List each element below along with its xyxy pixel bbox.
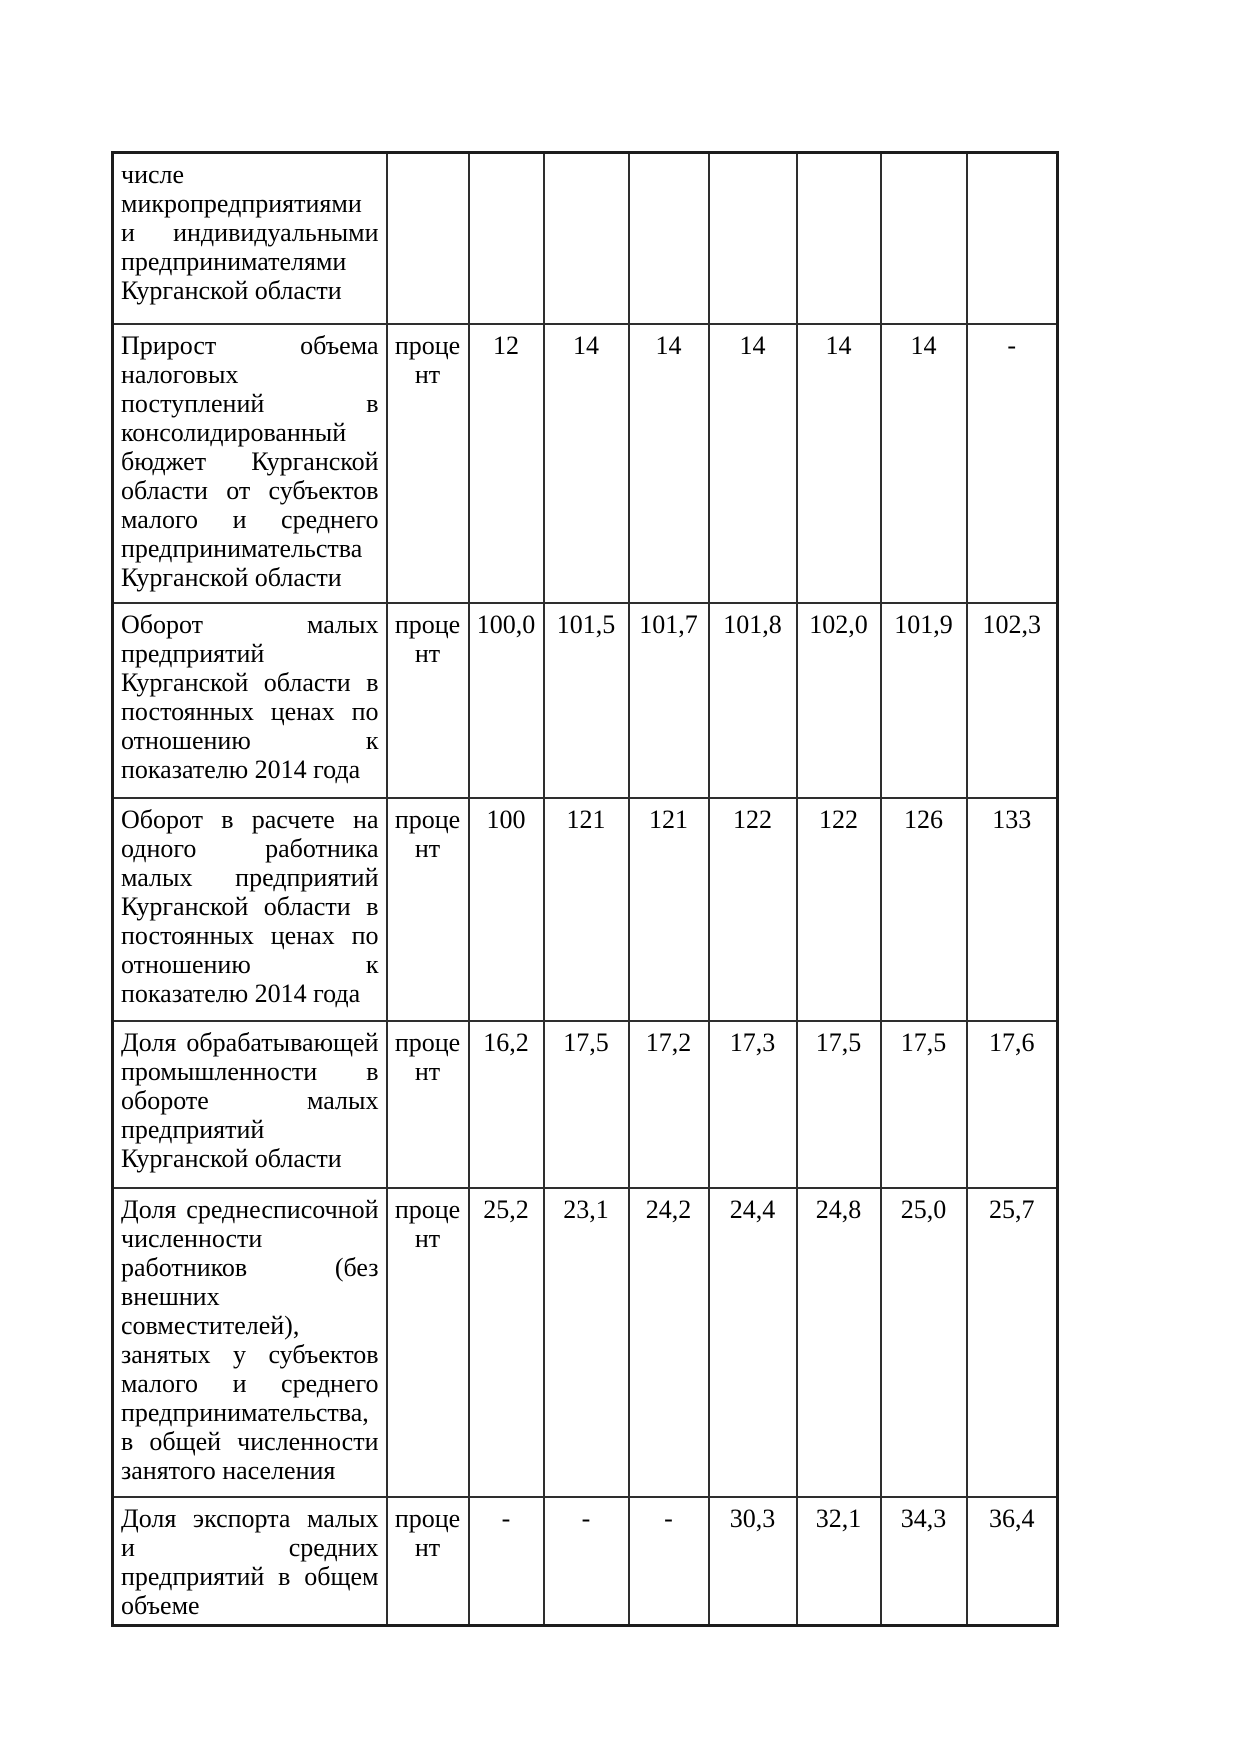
indicator-cell: Оборот в расчете на одного работника малых предприятий Курганской области в постоянных ценах по отношению к показателю 2014 года — [113, 798, 387, 1021]
table-row — [113, 603, 1058, 798]
value-cell: 121 — [544, 798, 629, 1021]
value-cell: 17,5 — [881, 1021, 967, 1188]
value-cell: - — [967, 324, 1058, 603]
value-cell: 101,8 — [709, 603, 797, 798]
indicator-cell: Доля экспорта малых и средних предприятий в общем объеме — [113, 1497, 387, 1626]
value-cell: 126 — [881, 798, 967, 1021]
value-cell: 32,1 — [797, 1497, 881, 1626]
value-cell: 12 — [469, 324, 544, 603]
value-cell: 14 — [629, 324, 709, 603]
value-cell: 24,8 — [797, 1188, 881, 1497]
value-cell: - — [629, 1497, 709, 1626]
unit-cell: проце нт — [387, 798, 469, 1021]
value-cell: 17,5 — [544, 1021, 629, 1188]
value-cell: 17,3 — [709, 1021, 797, 1188]
value-cell: 24,2 — [629, 1188, 709, 1497]
value-cell: 101,9 — [881, 603, 967, 798]
value-cell — [629, 153, 709, 324]
indicator-cell: числе микропредприятиями и индивидуальными предпринимателями Курганской области — [113, 153, 387, 324]
value-cell: 102,3 — [967, 603, 1058, 798]
value-cell: 34,3 — [881, 1497, 967, 1626]
table-row — [113, 1021, 1058, 1188]
value-cell: 30,3 — [709, 1497, 797, 1626]
value-cell: 24,4 — [709, 1188, 797, 1497]
value-cell: 14 — [797, 324, 881, 603]
indicator-cell: Прирост объема налоговых поступлений в консолидированный бюджет Курганской области от субъектов малого и среднего предпринимательства Курганской области — [113, 324, 387, 603]
value-cell: 101,7 — [629, 603, 709, 798]
table-row — [113, 1497, 1058, 1626]
value-cell: 101,5 — [544, 603, 629, 798]
value-cell — [967, 153, 1058, 324]
table-row — [113, 153, 1058, 324]
value-cell — [709, 153, 797, 324]
value-cell: - — [469, 1497, 544, 1626]
unit-cell — [387, 153, 469, 324]
unit-cell: проце нт — [387, 1188, 469, 1497]
indicators-table — [111, 151, 1059, 1627]
value-cell: 23,1 — [544, 1188, 629, 1497]
value-cell: 14 — [709, 324, 797, 603]
value-cell: 121 — [629, 798, 709, 1021]
unit-cell: проце нт — [387, 1497, 469, 1626]
indicator-cell: Оборот малых предприятий Курганской области в постоянных ценах по отношению к показателю 2014 года — [113, 603, 387, 798]
value-cell: 122 — [709, 798, 797, 1021]
indicator-cell: Доля обрабатывающей промышленности в обороте малых предприятий Курганской области — [113, 1021, 387, 1188]
unit-cell: проце нт — [387, 1021, 469, 1188]
value-cell: - — [544, 1497, 629, 1626]
value-cell: 122 — [797, 798, 881, 1021]
value-cell — [797, 153, 881, 324]
indicator-cell: Доля среднесписочной численности работников (без внешних совместителей), занятых у субъектов малого и среднего предпринимательства, в общей численности занятого населения — [113, 1188, 387, 1497]
value-cell: 25,2 — [469, 1188, 544, 1497]
value-cell: 14 — [544, 324, 629, 603]
value-cell — [469, 153, 544, 324]
value-cell: 14 — [881, 324, 967, 603]
value-cell: 16,2 — [469, 1021, 544, 1188]
value-cell: 25,7 — [967, 1188, 1058, 1497]
value-cell: 100,0 — [469, 603, 544, 798]
value-cell — [544, 153, 629, 324]
value-cell: 25,0 — [881, 1188, 967, 1497]
value-cell: 17,6 — [967, 1021, 1058, 1188]
table-row — [113, 798, 1058, 1021]
value-cell: 17,5 — [797, 1021, 881, 1188]
value-cell: 17,2 — [629, 1021, 709, 1188]
value-cell: 102,0 — [797, 603, 881, 798]
unit-cell: проце нт — [387, 603, 469, 798]
table-row — [113, 1188, 1058, 1497]
unit-cell: проце нт — [387, 324, 469, 603]
value-cell — [881, 153, 967, 324]
value-cell: 36,4 — [967, 1497, 1058, 1626]
value-cell: 100 — [469, 798, 544, 1021]
table-row — [113, 324, 1058, 603]
value-cell: 133 — [967, 798, 1058, 1021]
